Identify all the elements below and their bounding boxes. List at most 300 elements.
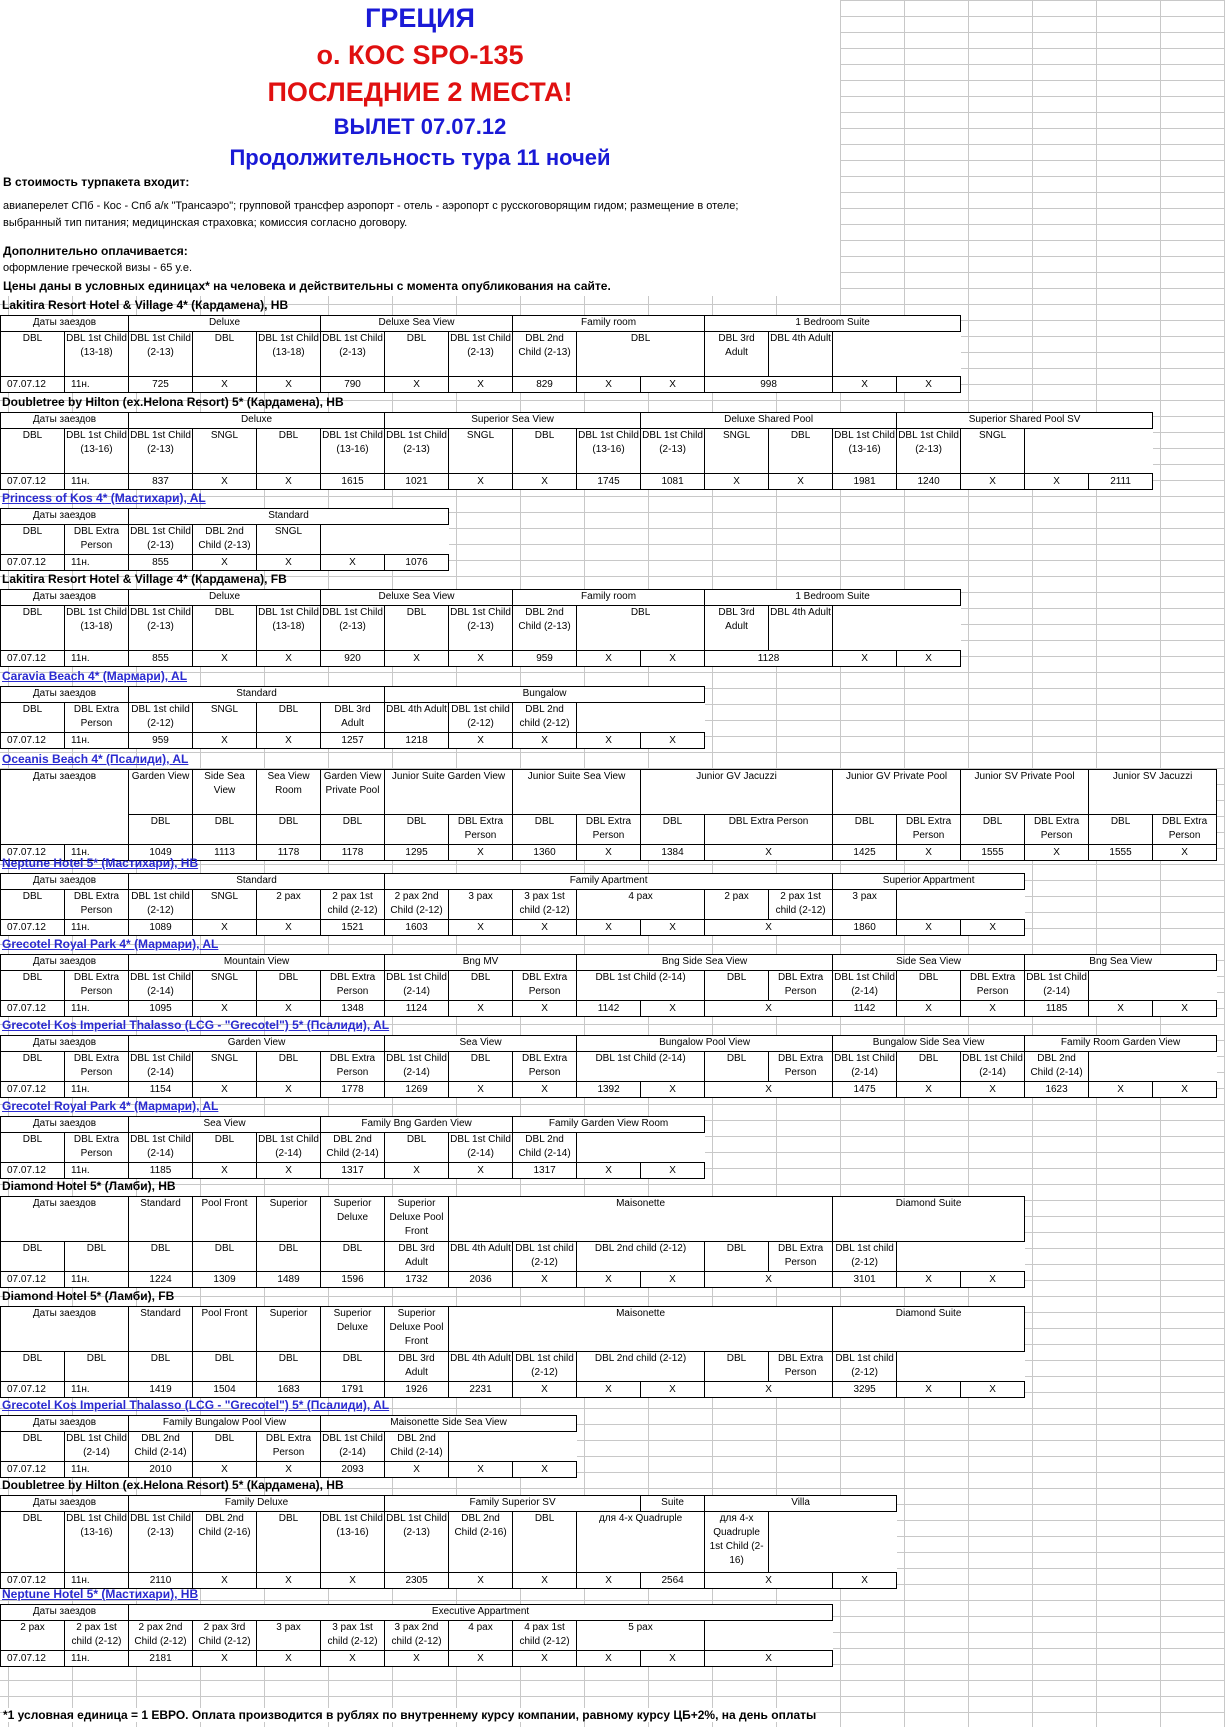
price-cell: 1185	[129, 1163, 193, 1179]
rate-table	[0, 412, 1153, 490]
price-cell: 2036	[449, 1272, 513, 1288]
price-cell: X	[257, 474, 321, 490]
room-type-cell: DBL 1st Child (2-13)	[321, 606, 385, 651]
date-cell: 07.07.12	[1, 845, 65, 861]
price-cell: X	[577, 920, 641, 936]
hotel-name: Lakitira Resort Hotel & Village 4* (Кардамена), FB	[2, 572, 287, 586]
room-type-cell: DBL 2nd Child (2-13)	[513, 606, 577, 651]
price-cell: X	[449, 733, 513, 749]
price-cell: X	[193, 733, 257, 749]
room-type-cell: DBL 1st Child (13-16)	[577, 429, 641, 474]
room-type-cell: DBL 1st Child (2-13)	[385, 429, 449, 474]
price-cell: X	[705, 845, 833, 861]
room-type-cell: DBL Extra Person	[769, 971, 833, 1001]
price-cell: X	[513, 1382, 577, 1398]
price-cell: X	[193, 920, 257, 936]
room-type-cell: SNGL	[961, 429, 1025, 474]
price-cell: 3295	[833, 1382, 897, 1398]
price-cell: 1419	[129, 1382, 193, 1398]
room-type-cell: DBL 1st Child (13-18)	[257, 606, 321, 651]
category-header-row	[1, 1416, 577, 1432]
room-category-cell: Standard	[129, 1197, 193, 1242]
price-cell: 1745	[577, 474, 641, 490]
room-type-cell: 4 pax	[449, 1621, 513, 1651]
room-category-cell: Deluxe Shared Pool	[641, 413, 897, 429]
room-category-cell: Family Bungalow Pool View	[129, 1416, 321, 1432]
hotel-name[interactable]: Grecotel Royal Park 4* (Мармари), AL	[2, 1099, 219, 1113]
price-cell: X	[641, 1272, 705, 1288]
room-type-cell: 2 pax 1st child (2-12)	[65, 1621, 129, 1651]
price-row	[1, 651, 961, 667]
room-category-cell: Suite	[641, 1496, 705, 1512]
hotel-name[interactable]: Oceanis Beach 4* (Псалиди), AL	[2, 752, 189, 766]
price-cell: 1081	[641, 474, 705, 490]
price-cell: X	[513, 1082, 577, 1098]
room-type-cell: DBL 1st Child (2-14)	[961, 1052, 1025, 1082]
included-title: В стоимость турпакета входит:	[3, 175, 190, 189]
price-cell: 1021	[385, 474, 449, 490]
room-type-cell: DBL 1st Child (2-14)	[577, 971, 705, 1001]
price-cell: X	[897, 1272, 961, 1288]
room-type-cell: DBL	[513, 1512, 577, 1573]
room-type-cell: DBL 1st Child (13-16)	[833, 429, 897, 474]
room-category-cell: Family Garden View Room	[513, 1117, 705, 1133]
room-type-cell: DBL	[641, 815, 705, 845]
rate-table	[0, 954, 1217, 1017]
room-type-cell: DBL Extra Person	[513, 1052, 577, 1082]
price-cell: 1791	[321, 1382, 385, 1398]
nights-cell: 11н.	[65, 1001, 129, 1017]
rate-table	[0, 1604, 833, 1667]
price-cell: 1555	[1089, 845, 1153, 861]
room-type-row	[1, 429, 1153, 474]
price-cell: X	[705, 1001, 833, 1017]
date-cell: 07.07.12	[1, 1163, 65, 1179]
price-cell: X	[193, 377, 257, 393]
room-type-cell: DBL 1st Child (13-16)	[321, 429, 385, 474]
price-cell: X	[961, 920, 1025, 936]
room-category-cell: Sea View Room	[257, 770, 321, 815]
room-category-cell: Superior Sea View	[385, 413, 641, 429]
extra-line-1: оформление греческой визы - 65 у.е.	[3, 262, 193, 274]
room-category-cell: Superior Appartment	[833, 874, 1025, 890]
dates-header-cell: Даты заездов	[1, 1197, 129, 1242]
price-cell: 1732	[385, 1272, 449, 1288]
price-cell: 1095	[129, 1001, 193, 1017]
room-type-cell: DBL 2nd Child (2-13)	[513, 332, 577, 377]
price-cell: X	[513, 474, 577, 490]
room-type-cell: DBL 1st Child (13-16)	[65, 429, 129, 474]
room-type-cell: DBL	[257, 815, 321, 845]
price-cell: X	[641, 733, 705, 749]
room-type-cell: SNGL	[449, 429, 513, 474]
room-category-cell: Diamond Suite	[833, 1307, 1025, 1352]
price-cell: 790	[321, 377, 385, 393]
room-category-cell: Deluxe Sea View	[321, 316, 513, 332]
nights-cell: 11н.	[65, 377, 129, 393]
room-type-cell: DBL	[1, 606, 65, 651]
room-type-cell: DBL 1st Child (2-14)	[577, 1052, 705, 1082]
room-type-cell: DBL 4th Adult	[385, 703, 449, 733]
price-cell: X	[449, 1082, 513, 1098]
room-type-cell: 2 pax 3rd Child (2-12)	[193, 1621, 257, 1651]
room-category-cell: Bng Sea View	[1025, 955, 1217, 971]
price-cell: X	[577, 845, 641, 861]
room-type-cell: DBL 4th Adult	[449, 1352, 513, 1382]
price-cell: X	[1025, 845, 1089, 861]
room-type-cell: DBL	[193, 1242, 257, 1272]
rate-table	[0, 686, 705, 749]
price-cell: X	[897, 845, 961, 861]
price-cell: 3101	[833, 1272, 897, 1288]
room-type-cell: для 4-х Quadruple 1st Child (2-16)	[705, 1512, 769, 1573]
price-cell: 2564	[641, 1573, 705, 1589]
room-type-cell: DBL 1st Child (2-14)	[385, 1052, 449, 1082]
price-cell: 2111	[1089, 474, 1153, 490]
promo-title: ПОСЛЕДНИЕ 2 МЕСТА!	[0, 74, 840, 112]
price-cell: X	[385, 1651, 449, 1667]
category-header-row	[1, 590, 961, 606]
price-note: Цены даны в условных единицах* на человека и действительны с момента опубликования на сайте.	[3, 279, 611, 293]
room-type-cell: DBL	[193, 606, 257, 651]
dates-header-cell: Даты заездов	[1, 1036, 129, 1052]
category-header-row	[1, 509, 449, 525]
room-type-cell: DBL Extra Person	[65, 703, 129, 733]
price-cell: 998	[705, 377, 833, 393]
price-cell: X	[961, 1382, 1025, 1398]
room-category-cell: Standard	[129, 1307, 193, 1352]
price-cell: 1317	[321, 1163, 385, 1179]
room-type-cell: DBL	[65, 1242, 129, 1272]
room-category-cell: Family room	[513, 590, 705, 606]
island-title: о. КОС SPO-135	[0, 37, 840, 75]
category-header-row	[1, 874, 1025, 890]
price-cell: X	[193, 555, 257, 571]
price-cell: X	[641, 920, 705, 936]
room-type-cell: DBL 1st Child (2-14)	[385, 971, 449, 1001]
room-type-cell: 5 pax	[577, 1621, 705, 1651]
room-category-cell: Deluxe	[129, 413, 385, 429]
category-header-row	[1, 1197, 1025, 1242]
price-cell: X	[257, 733, 321, 749]
price-cell: X	[577, 1163, 641, 1179]
price-row	[1, 1163, 705, 1179]
room-category-cell: Junior SV Jacuzzi	[1089, 770, 1217, 815]
price-row	[1, 474, 1153, 490]
hotel-name[interactable]: Neptune Hotel 5* (Мастихари), HB	[2, 1587, 199, 1601]
room-type-row	[1, 606, 961, 651]
category-header-row	[1, 1496, 897, 1512]
price-cell: X	[385, 1163, 449, 1179]
room-type-cell: DBL	[193, 1432, 257, 1462]
room-type-row	[1, 1352, 1025, 1382]
room-category-cell: Bungalow Pool View	[577, 1036, 833, 1052]
room-type-cell: DBL 3rd Adult	[705, 332, 769, 377]
room-type-cell: DBL 1st Child (2-13)	[129, 1512, 193, 1573]
room-type-cell: DBL 1st Child (13-16)	[321, 1512, 385, 1573]
nights-cell: 11н.	[65, 474, 129, 490]
price-cell: 2305	[385, 1573, 449, 1589]
hotel-name[interactable]: Grecotel Kos Imperial Thalasso (LCG - "Grecotel") 5* (Псалиди), AL	[2, 1018, 390, 1032]
price-cell: 959	[513, 651, 577, 667]
price-cell: X	[449, 1651, 513, 1667]
room-type-row	[1, 1432, 577, 1462]
room-type-cell: DBL	[1, 1512, 65, 1573]
room-category-cell: Family Bng Garden View	[321, 1117, 513, 1133]
room-type-cell: SNGL	[705, 429, 769, 474]
price-cell: X	[897, 920, 961, 936]
price-cell: X	[833, 651, 897, 667]
room-type-cell: DBL 4th Adult	[769, 606, 833, 651]
room-category-cell: Superior Shared Pool SV	[897, 413, 1153, 429]
price-cell: 1521	[321, 920, 385, 936]
dates-header-cell: Даты заездов	[1, 687, 129, 703]
dates-header-cell: Даты заездов	[1, 1496, 129, 1512]
price-cell: X	[193, 1462, 257, 1478]
price-cell: X	[257, 377, 321, 393]
room-type-cell: DBL 2nd Child (2-13)	[193, 525, 257, 555]
room-type-cell: SNGL	[193, 890, 257, 920]
room-category-cell: Superior Deluxe	[321, 1197, 385, 1242]
nights-cell: 11н.	[65, 1082, 129, 1098]
rate-table	[0, 1196, 1025, 1288]
room-type-cell: DBL 1st Child (2-14)	[449, 1133, 513, 1163]
room-type-cell: DBL	[321, 1352, 385, 1382]
price-cell: X	[257, 920, 321, 936]
room-category-cell: Standard	[129, 509, 449, 525]
price-cell: X	[897, 1382, 961, 1398]
category-header-row	[1, 1117, 705, 1133]
room-type-cell: DBL 3rd Adult	[385, 1242, 449, 1272]
price-cell: X	[449, 1462, 513, 1478]
room-type-cell: DBL	[1, 1133, 65, 1163]
room-type-cell: DBL Extra Person	[769, 1352, 833, 1382]
room-type-row	[1, 815, 1217, 845]
room-category-cell: Superior Deluxe Pool Front	[385, 1197, 449, 1242]
room-type-cell: DBL 1st child (2-12)	[129, 890, 193, 920]
price-cell: 1926	[385, 1382, 449, 1398]
room-type-cell: DBL	[1, 429, 65, 474]
dates-header-cell: Даты заездов	[1, 413, 129, 429]
room-type-cell: SNGL	[193, 703, 257, 733]
room-type-cell: DBL	[1, 1242, 65, 1272]
room-type-cell: DBL	[257, 429, 321, 474]
room-type-cell: DBL 1st Child (2-14)	[257, 1133, 321, 1163]
hotel-name: Lakitira Resort Hotel & Village 4* (Кардамена), HB	[2, 298, 289, 312]
price-cell: 1178	[257, 845, 321, 861]
price-cell: 1683	[257, 1382, 321, 1398]
price-cell: 829	[513, 377, 577, 393]
room-type-cell: DBL 3rd Adult	[321, 703, 385, 733]
room-category-cell: Garden View	[129, 770, 193, 815]
hotel-name[interactable]: Neptune Hotel 5* (Мастихари), HB	[2, 856, 199, 870]
room-type-cell: DBL	[257, 1242, 321, 1272]
room-type-cell: DBL 1st child (2-12)	[833, 1242, 897, 1272]
room-type-cell: DBL Extra Person	[961, 971, 1025, 1001]
price-cell: 1142	[833, 1001, 897, 1017]
room-type-cell: DBL 1st Child (2-14)	[833, 971, 897, 1001]
room-type-row	[1, 703, 705, 733]
price-cell: 959	[129, 733, 193, 749]
dates-header-cell: Даты заездов	[1, 590, 129, 606]
room-category-cell: Deluxe	[129, 590, 321, 606]
room-type-cell: для 4-х Quadruple	[577, 1512, 705, 1573]
price-cell: X	[257, 1001, 321, 1017]
rate-table	[0, 1035, 1217, 1098]
room-type-cell: DBL	[257, 971, 321, 1001]
hotel-name[interactable]: Grecotel Kos Imperial Thalasso (LCG - "Grecotel") 5* (Псалиди), AL	[2, 1398, 390, 1412]
room-type-cell: DBL	[705, 971, 769, 1001]
price-cell: 1555	[961, 845, 1025, 861]
room-type-cell: DBL 2nd child (2-12)	[513, 703, 577, 733]
hotel-name[interactable]: Princess of Kos 4* (Мастихари), AL	[2, 491, 206, 505]
price-cell: X	[833, 1573, 897, 1589]
price-cell: X	[641, 1382, 705, 1398]
price-cell: 1596	[321, 1272, 385, 1288]
nights-cell: 11н.	[65, 651, 129, 667]
room-type-cell: DBL 1st Child (2-13)	[129, 606, 193, 651]
room-category-cell: Villa	[705, 1496, 897, 1512]
room-category-cell: 1 Bedroom Suite	[705, 590, 961, 606]
price-cell: X	[193, 1651, 257, 1667]
price-cell: X	[257, 1573, 321, 1589]
room-category-cell: Family Superior SV	[385, 1496, 641, 1512]
room-category-cell: Pool Front	[193, 1197, 257, 1242]
price-cell: X	[705, 1651, 833, 1667]
price-row	[1, 1272, 1025, 1288]
price-cell: 2110	[129, 1573, 193, 1589]
room-category-cell: Garden View	[129, 1036, 385, 1052]
room-type-cell: 2 pax	[257, 890, 321, 920]
price-cell: X	[897, 1082, 961, 1098]
price-cell: X	[705, 920, 833, 936]
price-cell: 2181	[129, 1651, 193, 1667]
room-type-cell: DBL	[705, 1242, 769, 1272]
price-cell: X	[513, 1001, 577, 1017]
price-cell: 1384	[641, 845, 705, 861]
room-type-cell: DBL	[385, 815, 449, 845]
price-cell: X	[897, 377, 961, 393]
room-type-cell: DBL	[1, 1432, 65, 1462]
date-cell: 07.07.12	[1, 1651, 65, 1667]
room-type-cell: DBL	[1, 1052, 65, 1082]
room-category-cell: Bungalow	[385, 687, 705, 703]
room-type-cell: 3 pax 2nd child (2-12)	[385, 1621, 449, 1651]
room-type-cell: DBL Extra Person	[65, 890, 129, 920]
price-cell: 855	[129, 555, 193, 571]
price-cell: X	[705, 1382, 833, 1398]
price-cell: X	[641, 1651, 705, 1667]
price-cell: X	[193, 1082, 257, 1098]
price-cell: X	[449, 1001, 513, 1017]
room-type-cell: DBL	[321, 815, 385, 845]
room-type-cell: DBL 1st Child (13-16)	[65, 1512, 129, 1573]
date-cell: 07.07.12	[1, 920, 65, 936]
room-type-cell: DBL Extra Person	[513, 971, 577, 1001]
dates-header-cell: Даты заездов	[1, 1416, 129, 1432]
room-type-cell: DBL	[321, 1242, 385, 1272]
room-category-cell: Sea View	[385, 1036, 577, 1052]
price-row	[1, 1001, 1217, 1017]
rate-table	[0, 315, 961, 393]
nights-cell: 11н.	[65, 920, 129, 936]
date-cell: 07.07.12	[1, 651, 65, 667]
room-type-cell: DBL	[193, 815, 257, 845]
price-cell: 1049	[129, 845, 193, 861]
room-category-cell: Superior	[257, 1307, 321, 1352]
price-cell: 1360	[513, 845, 577, 861]
price-cell: X	[833, 377, 897, 393]
room-type-cell: DBL	[193, 1352, 257, 1382]
room-type-cell: 2 pax 2nd Child (2-12)	[129, 1621, 193, 1651]
room-type-cell: 3 pax 1st child (2-12)	[513, 890, 577, 920]
room-category-cell: Bng Side Sea View	[577, 955, 833, 971]
room-type-cell: DBL	[129, 1352, 193, 1382]
price-cell: X	[1153, 1082, 1217, 1098]
hotel-name[interactable]: Caravia Beach 4* (Мармари), AL	[2, 669, 188, 683]
room-category-cell: Deluxe Sea View	[321, 590, 513, 606]
room-category-cell: Superior Deluxe	[321, 1307, 385, 1352]
room-category-cell: Maisonette Side Sea View	[321, 1416, 577, 1432]
price-cell: 1154	[129, 1082, 193, 1098]
price-cell: 1224	[129, 1272, 193, 1288]
dates-header-cell: Даты заездов	[1, 770, 129, 845]
dates-header-cell: Даты заездов	[1, 316, 129, 332]
room-type-cell: DBL 1st Child (2-14)	[321, 1432, 385, 1462]
price-cell: 1615	[321, 474, 385, 490]
price-cell: X	[513, 733, 577, 749]
price-cell: 1860	[833, 920, 897, 936]
category-header-row	[1, 413, 1153, 429]
room-category-cell: Standard	[129, 687, 385, 703]
room-category-cell: Bungalow Side Sea View	[833, 1036, 1025, 1052]
price-cell: 837	[129, 474, 193, 490]
price-cell: X	[193, 474, 257, 490]
price-cell: X	[577, 1272, 641, 1288]
included-line-2: выбранный тип питания; медицинская страховка; комиссия согласно договору.	[3, 217, 408, 229]
room-type-cell: 2 pax	[1, 1621, 65, 1651]
price-cell: 1309	[193, 1272, 257, 1288]
price-cell: X	[449, 651, 513, 667]
extra-title: Дополнительно оплачивается:	[3, 244, 188, 258]
date-cell: 07.07.12	[1, 555, 65, 571]
room-type-cell: DBL 4th Adult	[449, 1242, 513, 1272]
hotel-name[interactable]: Grecotel Royal Park 4* (Мармари), AL	[2, 937, 219, 951]
room-type-cell: DBL Extra Person	[577, 815, 641, 845]
room-type-cell: DBL Extra Person	[321, 971, 385, 1001]
rate-table	[0, 873, 1025, 936]
room-type-cell: DBL	[513, 815, 577, 845]
room-category-cell: Maisonette	[449, 1307, 833, 1352]
dates-header-cell: Даты заездов	[1, 955, 129, 971]
room-type-cell: 3 pax	[833, 890, 897, 920]
room-type-cell: DBL 1st Child (2-13)	[449, 332, 513, 377]
rate-table	[0, 1495, 897, 1589]
country-title: ГРЕЦИЯ	[0, 0, 840, 38]
room-type-cell: DBL	[1, 1352, 65, 1382]
price-cell: X	[193, 1573, 257, 1589]
room-type-cell: 2 pax	[705, 890, 769, 920]
dates-header-cell: Даты заездов	[1, 874, 129, 890]
price-cell: 1475	[833, 1082, 897, 1098]
room-type-cell: DBL Extra Person	[769, 1242, 833, 1272]
price-row	[1, 1651, 833, 1667]
price-cell: X	[385, 1462, 449, 1478]
departure-title: ВЫЛЕТ 07.07.12	[0, 111, 840, 143]
room-type-row	[1, 971, 1217, 1001]
price-cell: X	[449, 377, 513, 393]
nights-cell: 11н.	[65, 1272, 129, 1288]
